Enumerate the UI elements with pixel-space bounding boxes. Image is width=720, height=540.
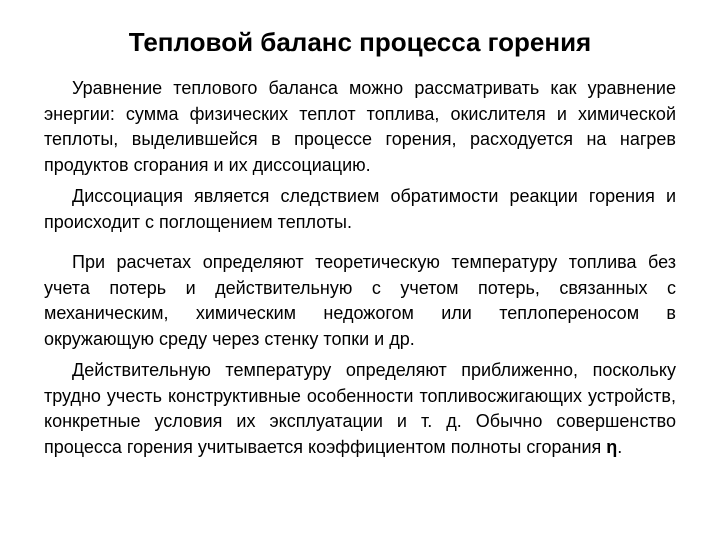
slide-body: [44, 76, 676, 460]
final-period: .: [617, 436, 623, 457]
paragraph-heat-balance: Уравнение теплового баланса можно рассматривать как уравнение энергии: сумма физических теплот топлива, окислителя и химической теплоты, выделившейся в процессе горения, расходуется на нагрев продуктов сгорания и их диссоциацию.: [44, 78, 676, 175]
eta-symbol: η: [606, 436, 618, 457]
slide-title: Тепловой баланс процесса горения: [128, 27, 592, 57]
paragraph-temperature-calculation: При расчетах определяют теоретическую температуру топлива без учета потерь и действительную с учетом потерь, связанных с механическим, химическим недожогом или теплопереносом в окружающую среду через стенку топки и др.: [44, 252, 676, 349]
paragraph-actual-temperature: [44, 358, 676, 460]
paragraph-actual-temperature-text: Действительную температуру определяют приближенно, поскольку трудно учесть конструктивные особенности топливосжигающих устройств, конкретные условия их эксплуатации и т. д. Обычно совершенство процесса горения учитывается коэффициентом полноты сгорания: [44, 360, 676, 457]
paragraph-dissociation: Диссоциация является следствием обратимости реакции горения и происходит с поглощением теплоты.: [44, 186, 676, 232]
